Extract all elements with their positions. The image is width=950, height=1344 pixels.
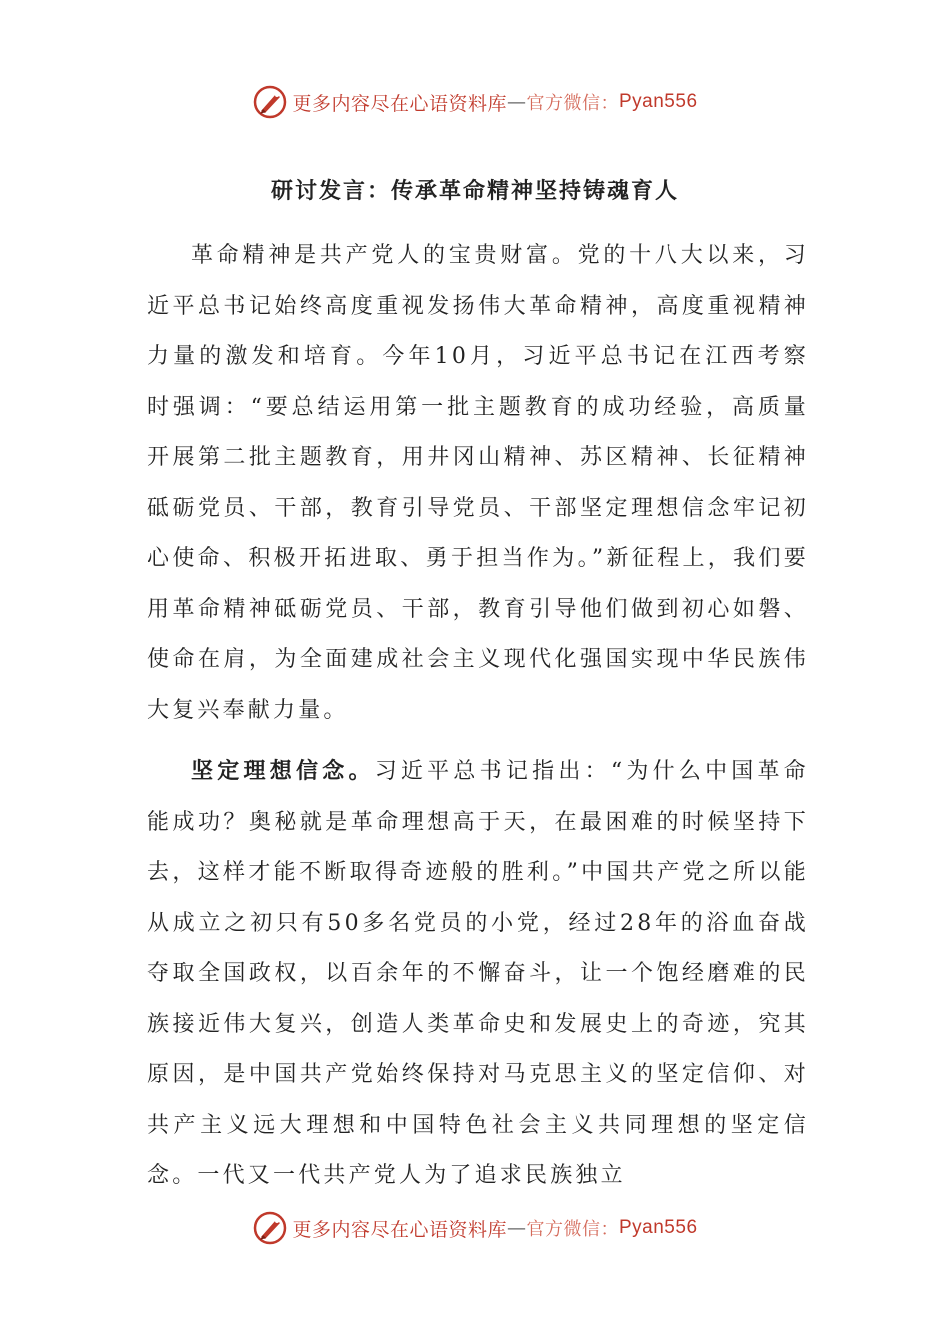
banner-wechat-label: 官方微信：: [526, 93, 619, 114]
banner-wechat-id: Pyan556: [619, 1217, 698, 1238]
banner-main-text: 更多内容尽在心语资料库: [292, 1218, 507, 1241]
header-banner: [0, 84, 950, 120]
paragraph-intro: [147, 230, 809, 736]
footer-banner: [0, 1210, 950, 1246]
banner-separator: —: [507, 1217, 527, 1239]
banner-separator: —: [507, 91, 527, 113]
paragraph-text: 革命精神是共产党人的宝贵财富。党的十八大以来，习近平总书记始终高度重视发扬伟大革命精神，高度重视精神力量的激发和培育。今年10月，习近平总书记在江西考察时强调：“要总结运用第一批主题教育的成功经验，高质量开展第二批主题教育，用井冈山精神、苏区精神、长征精神砥砺党员、干部，教育引导党员、干部坚定理想信念牢记初心使命、积极开拓进取、勇于担当作为。”新征程上，我们要用革命精神砥砺党员、干部，教育引导他们做到初心如磐、使命在肩，为全面建成社会主义现代化强国实现中华民族伟大复兴奉献力量。: [147, 243, 809, 723]
paragraph-ideals: [147, 746, 809, 1202]
document-body: [147, 230, 809, 1212]
document-title: 研讨发言：传承革命精神坚持铸魂育人: [270, 178, 679, 204]
paragraph-lead: 坚定理想信念。: [191, 758, 375, 784]
paragraph-text: 习近平总书记指出：“为什么中国革命能成功？奥秘就是革命理想高于天，在最困难的时候坚持下去，这样才能不断取得奇迹般的胜利。”中国共产党之所以能从成立之初只有50多名党员的小党，经过28年的浴血奋战夺取全国政权，以百余年的不懈奋斗，让一个饱经磨难的民族接近伟大复兴，创造人类革命史和发展史上的奇迹，究其原因，是中国共产党始终保持对马克思主义的坚定信仰、对共产主义远大理想和中国特色社会主义共同理想的坚定信念。一代又一代共产党人为了追求民族独立: [147, 759, 809, 1188]
banner-wechat-id: Pyan556: [619, 91, 698, 112]
banner-main-text: 更多内容尽在心语资料库: [292, 92, 507, 115]
pen-logo-icon: [252, 1210, 288, 1246]
banner-wechat-label: 官方微信：: [526, 1219, 619, 1240]
pen-logo-icon: [252, 84, 288, 120]
